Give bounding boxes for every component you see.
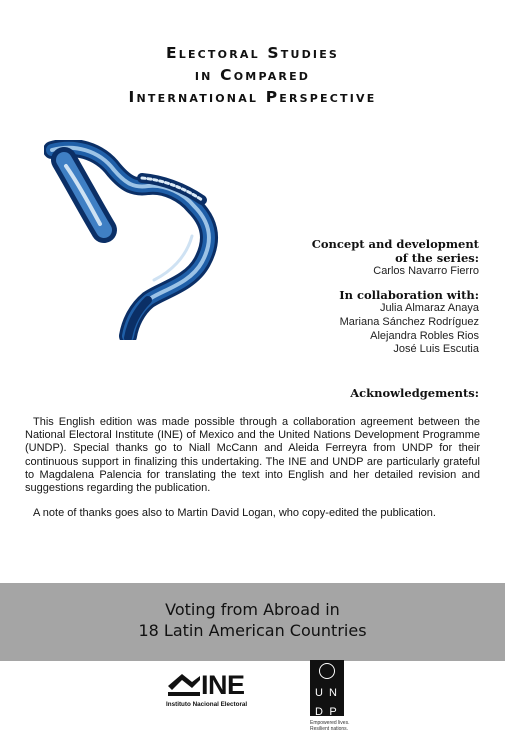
acknowledgements-paragraph: This English edition was made possible through a collaboration agreement between the National Electoral Institute (INE) of Mexico and the United Nations Development Programme (UNDP). Special thanks go to Niall McCann and Aleida Ferreyra from UNDP for their continuous support in finalizing this undertaking. The INE and UNDP are particularly grateful to Magdalena Palencia for translating the text into English and her detailed revision and suggestions regarding the publication. bbox=[25, 416, 480, 495]
ine-wordmark: INE bbox=[201, 670, 245, 700]
collaborator-name: Julia Almaraz Anaya bbox=[379, 302, 479, 315]
book-title-line2: 18 Latin American Countries bbox=[138, 621, 367, 640]
series-title bbox=[0, 42, 505, 108]
title-band bbox=[0, 583, 505, 661]
book-title bbox=[0, 599, 505, 641]
undp-tagline bbox=[310, 720, 354, 732]
ine-emblem-icon bbox=[166, 670, 202, 700]
concept-heading-line1: Concept and development bbox=[311, 237, 479, 251]
collaborator-name: José Luis Escutia bbox=[393, 343, 479, 356]
undp-logo bbox=[310, 660, 354, 735]
undp-letter: N bbox=[329, 687, 337, 699]
un-emblem-icon bbox=[319, 663, 335, 679]
undp-letter: P bbox=[329, 706, 337, 718]
undp-box bbox=[310, 660, 344, 716]
series-title-line3: International Perspective bbox=[128, 88, 377, 106]
undp-tagline-line1: Empowered lives. bbox=[310, 720, 350, 726]
acknowledgements-paragraph: A note of thanks goes also to Martin David Logan, who copy-edited the publication. bbox=[33, 507, 436, 520]
collaborator-name: Alejandra Robles Rios bbox=[370, 329, 479, 342]
collaborator-name: Mariana Sánchez Rodríguez bbox=[339, 315, 479, 328]
series-title-line2: in Compared bbox=[194, 66, 311, 84]
undp-letter: U bbox=[315, 687, 323, 699]
collab-heading: In collaboration with: bbox=[339, 287, 479, 302]
undp-letter: D bbox=[315, 706, 323, 718]
acknowledgements-heading: Acknowledgements: bbox=[350, 386, 479, 400]
ine-subtitle: Instituto Nacional Electoral bbox=[166, 701, 248, 708]
acknowledgements-body bbox=[25, 416, 480, 532]
latin-america-map-illustration bbox=[44, 140, 224, 340]
concept-heading-line2: of the series: bbox=[395, 250, 479, 265]
series-title-line1: Electoral Studies bbox=[165, 44, 340, 62]
book-title-line1: Voting from Abroad in bbox=[165, 600, 340, 619]
undp-tagline-line2: Resilient nations. bbox=[310, 726, 349, 732]
ine-logo bbox=[166, 668, 276, 718]
credits-block bbox=[219, 238, 479, 357]
concept-name: Carlos Navarro Fierro bbox=[373, 265, 479, 278]
